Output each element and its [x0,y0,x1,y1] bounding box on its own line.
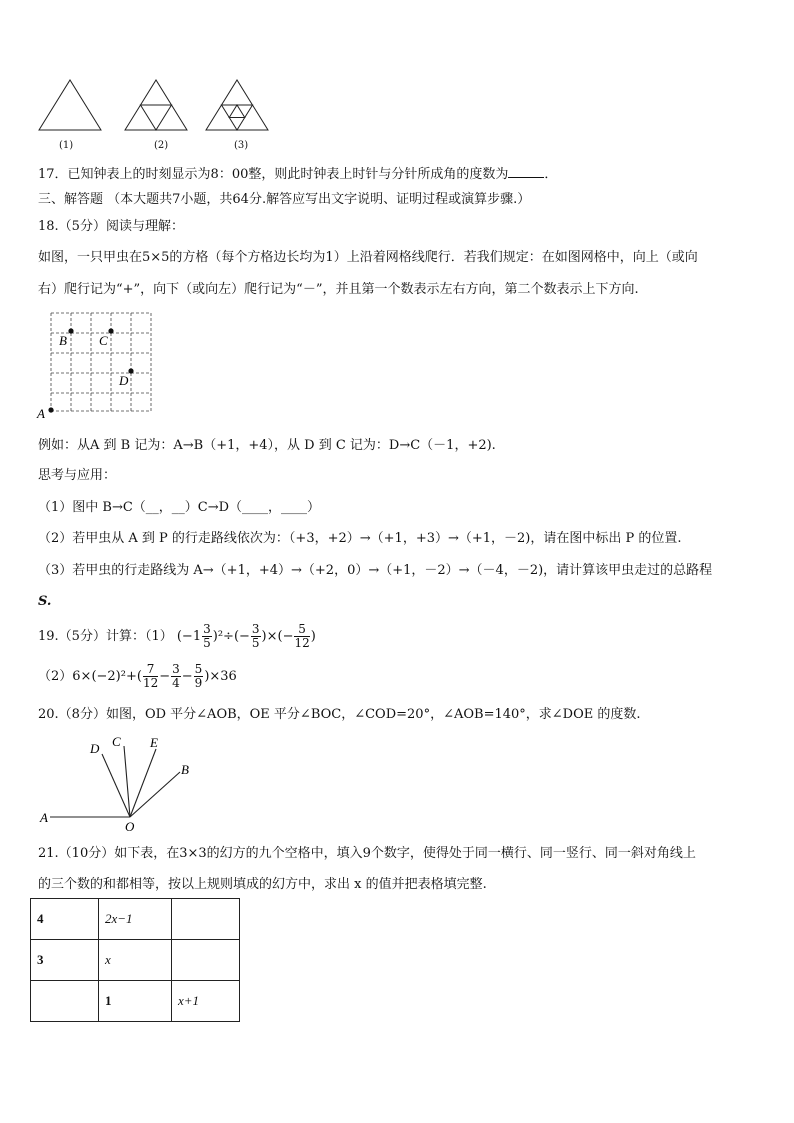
q19-p2-op-1: − [159,669,171,684]
q19-p2-frac-1 [143,663,158,690]
q19-p1-frac-1 [202,623,212,650]
frac-den: 9 [194,676,203,690]
question-17 [38,165,557,183]
q19-part-1 [38,622,316,652]
grid-label-a: A [37,406,45,421]
table-cell [31,981,99,1022]
q19-p1-frac-3 [294,623,309,650]
point-b-marker [68,328,73,333]
triangle-label-1: (1) [59,140,74,151]
table-cell [172,940,240,981]
table-cell: 4 [31,899,99,940]
frac-den: 12 [294,636,310,650]
point-d-marker [128,368,133,373]
angle-label-a: A [40,810,48,825]
beetle-grid [34,306,164,421]
table-cell: x [99,940,172,981]
q19-p1-text-e: ) [310,629,316,644]
q19-p2-text-b: )×36 [204,669,237,684]
grid-label-b: B [59,333,67,348]
q18-paragraph-2: 右）爬行记为“+”，向下（或向左）爬行记为“－”，并且第一个数表示左右方向，第二个数表示上下方向. [38,282,639,297]
frac-num: 5 [194,662,203,676]
angle-label-c: C [112,734,121,749]
frac-num: 3 [251,622,260,636]
angle-label-d: D [90,741,100,756]
angle-label-o: O [125,819,135,834]
q18-sub-1: （1）图中 B→C（__，__）C→D（____，____） [38,500,321,515]
table-row [31,940,240,981]
q17-text: 17．已知钟表上的时刻显示为8：00整，则此时钟表上时针与分针所成角的度数为 [38,167,509,182]
frac-num: 7 [143,663,158,677]
q19-p1-text-b: )² [212,629,224,644]
triangle-figure-3 [204,78,274,138]
q19-p1-text-a: (−1 [176,629,202,644]
magic-square-table [30,898,240,1022]
q19-p2-frac-3 [194,663,204,690]
frac-den: 5 [203,636,211,650]
q19-heading: 19.（5分）计算：（1） [38,629,173,644]
q21-paragraph-2: 的三个数的和都相等，按以上规则填成的幻方中，求出 x 的值并把表格填完整. [38,877,487,892]
angle-label-b: B [181,762,189,777]
table-row [31,899,240,940]
q19-p2-frac-2 [171,663,181,690]
q18-sub-2: （2）若甲虫从 A 到 P 的行走路线依次为：（+3，+2）→（+1，+3）→（+1，－2)，请在图中标出 P 的位置. [38,531,682,546]
grid-label-d: D [119,373,129,388]
angle-label-e: E [150,735,158,750]
question-20: 20.（8分）如图，OD 平分∠AOB，OE 平分∠BOC，∠COD=20°，∠AOB=140°，求∠DOE 的度数. [38,707,641,722]
q18-sub-3-end: S. [38,594,52,609]
table-cell: 1 [99,981,172,1022]
table-cell: x+1 [172,981,240,1022]
table-cell: 3 [31,940,99,981]
q18-heading: 18.（5分）阅读与理解： [38,219,184,234]
frac-den: 5 [251,636,260,650]
q19-p1-text-d: )×(− [261,629,294,644]
point-a-marker [48,407,53,412]
triangle-label-3: (3) [234,140,249,151]
q17-blank [508,165,544,178]
point-c-marker [108,328,113,333]
q18-example [38,438,496,454]
q18-paragraph-1: 如图，一只甲虫在5×5的方格（每个方格边长均为1）上沿着网格线爬行．若我们规定：在如图网格中，向上（或向 [38,250,698,265]
q17-end: ． [544,167,558,182]
q19-p1-text-c: ÷(− [223,629,250,644]
q19-p2-label: （2） [38,669,73,684]
frac-den: 4 [172,676,180,690]
triangle-label-2: (2) [154,140,169,151]
q21-paragraph-1: 21.（10分）如下表，在3×3的幻方的九个空格中，填入9个数字，使得处于同一横行、同一竖行、同一斜对角线上 [38,846,696,861]
triangle-figure-1 [37,78,107,138]
q19-part-2 [38,662,237,692]
table-row [31,981,240,1022]
angle-figure [38,732,198,837]
q19-p2-op-2: − [181,669,193,684]
q18-example-text: A 到 B 记为：A→B（+1，+4），从 D 到 C 记为：D→C（－1，+2). [90,438,496,453]
frac-num: 3 [172,662,180,676]
q19-p1-frac-2 [251,623,261,650]
triangle-figure-2 [123,78,193,138]
q18-example-prefix: 例如：从 [38,438,91,453]
q18-think: 思考与应用： [38,468,117,483]
grid-label-c: C [99,333,108,348]
table-cell [172,899,240,940]
q19-p2-text-a: 6×(−2)²+( [72,669,142,684]
section-3-heading: 三、解答题 （本大题共7小题，共64分.解答应写出文字说明、证明过程或演算步骤.） [38,192,531,207]
frac-num: 3 [203,622,211,636]
frac-num: 5 [294,623,309,637]
frac-den: 12 [142,676,159,690]
table-cell: 2x−1 [99,899,172,940]
q18-sub-3: （3）若甲虫的行走路线为 A→（+1，+4）→（+2，0）→（+1，－2）→（－4，－2)，请计算该甲虫走过的总路程 [38,563,713,578]
